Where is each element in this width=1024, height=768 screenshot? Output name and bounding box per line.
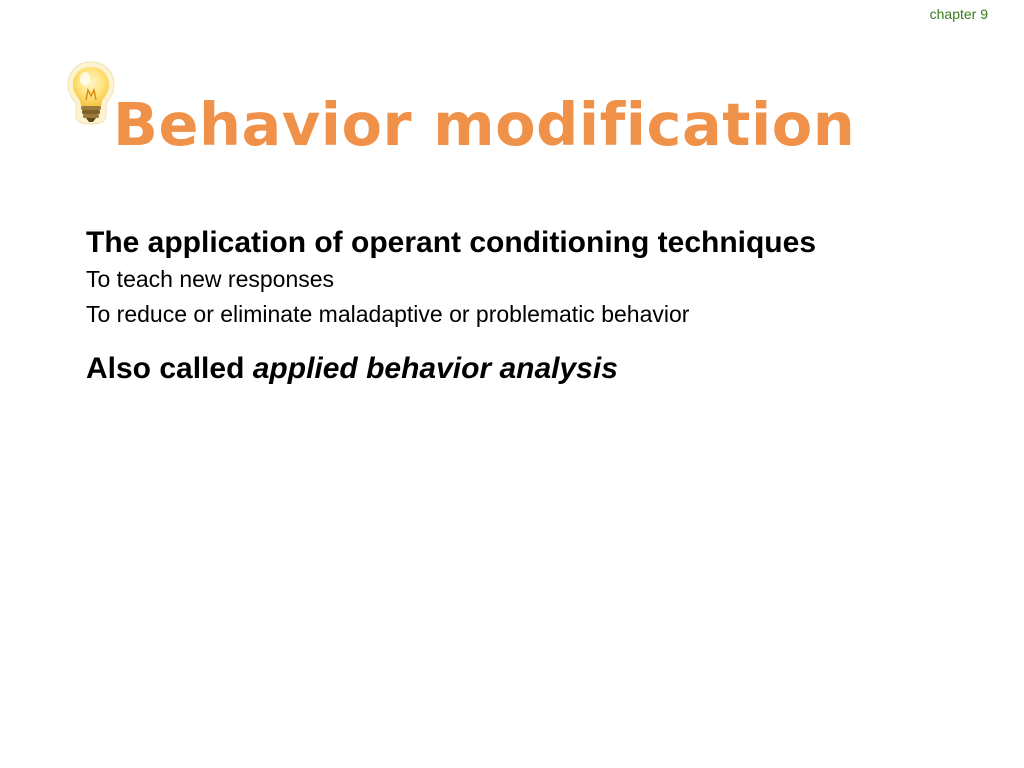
also-called-term: applied behavior analysis [252,352,618,385]
main-point: The application of operant conditioning techniques [86,226,817,259]
subpoint-reduce: To reduce or eliminate maladaptive or problematic behavior [86,301,690,327]
also-called-prefix: Also called [86,352,253,385]
chapter-label: chapter 9 [929,6,988,22]
slide-title: Behavior modification [113,90,856,159]
also-called-point [86,350,966,388]
lightbulb-icon [66,60,116,126]
subpoint-teach: To teach new responses [86,266,335,292]
slide-body [86,224,966,388]
